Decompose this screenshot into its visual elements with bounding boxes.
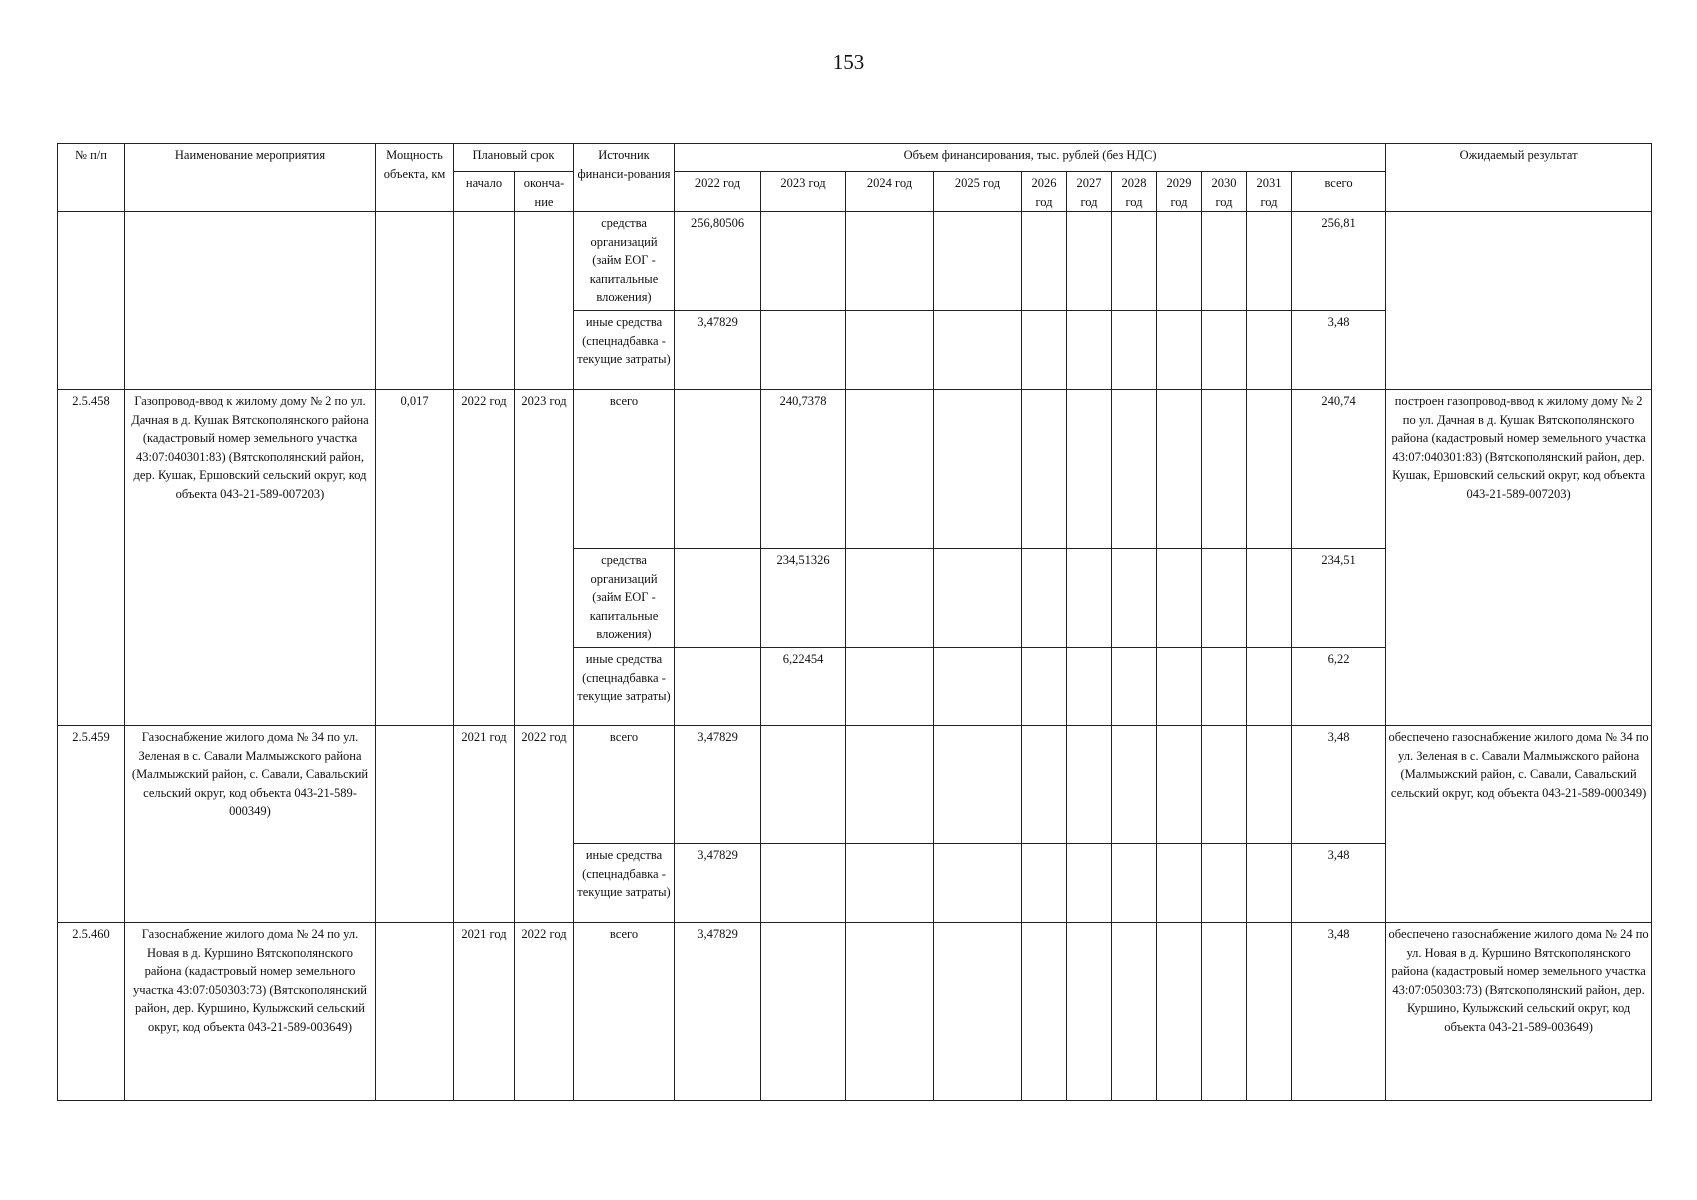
table-row <box>58 923 1652 1101</box>
table-row <box>58 212 1652 311</box>
source-cell: всего <box>574 390 675 549</box>
cell-empty <box>515 212 574 390</box>
cell-empty <box>454 212 515 390</box>
value-2022: 3,47829 <box>675 311 761 390</box>
event-name: Газопровод-ввод к жилому дому № 2 по ул. Дачная в д. Кушак Вятскополянского района (кадастровый номер земельного участка 43:07:040301:83) (Вятскополянский район, дер. Кушак, Ершовский сельский округ, код объекта 043-21-589-007203) <box>125 390 376 726</box>
object-power <box>376 726 454 923</box>
funding-table <box>57 143 1652 1101</box>
header-year-2025: 2025 год <box>934 172 1022 212</box>
page-number: 153 <box>832 50 865 74</box>
header-year-2027: 2027 год <box>1067 172 1112 212</box>
header-start: начало <box>454 172 515 212</box>
value-2023: 234,51326 <box>761 549 846 648</box>
value-total: 3,48 <box>1292 923 1386 1101</box>
value-total: 6,22 <box>1292 648 1386 726</box>
event-name: Газоснабжение жилого дома № 24 по ул. Новая в д. Куршино Вятскополянского района (кадастровый номер земельного участка 43:07:050303:73) (Вятскополянский район, дер. Куршино, Кулыжский сельский округ, код объекта 043-21-589-003649) <box>125 923 376 1101</box>
expected-result: обеспечено газоснабжение жилого дома № 24 по ул. Новая в д. Куршино Вятскополянского района (кадастровый номер земельного участка 43:07:050303:73) (Вятскополянский район, дер. Куршино, Кулыжский сельский округ, код объекта 043-21-589-003649) <box>1386 923 1652 1101</box>
source-cell: всего <box>574 923 675 1101</box>
table-row <box>58 726 1652 844</box>
object-power: 0,017 <box>376 390 454 726</box>
cell-empty <box>1386 212 1652 390</box>
header-year-2031: 2031 год <box>1247 172 1292 212</box>
cell-empty <box>376 212 454 390</box>
row-number: 2.5.458 <box>58 390 125 726</box>
header-period: Плановый срок <box>454 144 574 172</box>
header-year-2030: 2030 год <box>1202 172 1247 212</box>
cell-empty <box>58 212 125 390</box>
value-2023: 240,7378 <box>761 390 846 549</box>
row-number: 2.5.460 <box>58 923 125 1101</box>
header-year-2024: 2024 год <box>846 172 934 212</box>
value-2023: 6,22454 <box>761 648 846 726</box>
expected-result: построен газопровод-ввод к жилому дому № 2 по ул. Дачная в д. Кушак Вятскополянского района (кадастровый номер земельного участка 43:07:040301:83) (Вятскополянский район, дер. Кушак, Ершовский сельский округ, код объекта 043-21-589-007203) <box>1386 390 1652 726</box>
header-end: оконча-ние <box>515 172 574 212</box>
cell-empty <box>125 212 376 390</box>
value-total: 256,81 <box>1292 212 1386 311</box>
header-source: Источник финанси-рования <box>574 144 675 212</box>
start-year: 2021 год <box>454 726 515 923</box>
start-year: 2022 год <box>454 390 515 726</box>
end-year: 2022 год <box>515 726 574 923</box>
header-year-2022: 2022 год <box>675 172 761 212</box>
header-num: № п/п <box>58 144 125 212</box>
header-name: Наименование мероприятия <box>125 144 376 212</box>
header-total: всего <box>1292 172 1386 212</box>
source-cell: иные средства (спецнадбавка - текущие затраты) <box>574 844 675 923</box>
end-year: 2023 год <box>515 390 574 726</box>
source-cell: иные средства (спецнадбавка - текущие затраты) <box>574 648 675 726</box>
header-year-2023: 2023 год <box>761 172 846 212</box>
object-power <box>376 923 454 1101</box>
row-number: 2.5.459 <box>58 726 125 923</box>
header-result: Ожидаемый результат <box>1386 144 1652 212</box>
value-2022: 3,47829 <box>675 726 761 844</box>
value-total: 240,74 <box>1292 390 1386 549</box>
value-2022: 256,80506 <box>675 212 761 311</box>
header-funding: Объем финансирования, тыс. рублей (без НДС) <box>675 144 1386 172</box>
value-total: 234,51 <box>1292 549 1386 648</box>
source-cell: иные средства (спецнадбавка - текущие затраты) <box>574 311 675 390</box>
header-year-2026: 2026 год <box>1022 172 1067 212</box>
value-total: 3,48 <box>1292 844 1386 923</box>
value-total: 3,48 <box>1292 311 1386 390</box>
table-row <box>58 390 1652 549</box>
value-2022: 3,47829 <box>675 923 761 1101</box>
start-year: 2021 год <box>454 923 515 1101</box>
event-name: Газоснабжение жилого дома № 34 по ул. Зеленая в с. Савали Малмыжского района (Малмыжский район, с. Савали, Савальский сельский округ, код объекта 043-21-589-000349) <box>125 726 376 923</box>
value-total: 3,48 <box>1292 726 1386 844</box>
source-cell: всего <box>574 726 675 844</box>
source-cell: средства организаций (займ ЕОГ - капитальные вложения) <box>574 212 675 311</box>
value-2022: 3,47829 <box>675 844 761 923</box>
header-power: Мощность объекта, км <box>376 144 454 212</box>
header-year-2029: 2029 год <box>1157 172 1202 212</box>
end-year: 2022 год <box>515 923 574 1101</box>
expected-result: обеспечено газоснабжение жилого дома № 34 по ул. Зеленая в с. Савали Малмыжского района (Малмыжский район, с. Савали, Савальский сельский округ, код объекта 043-21-589-000349) <box>1386 726 1652 923</box>
header-year-2028: 2028 год <box>1112 172 1157 212</box>
source-cell: средства организаций (займ ЕОГ - капитальные вложения) <box>574 549 675 648</box>
